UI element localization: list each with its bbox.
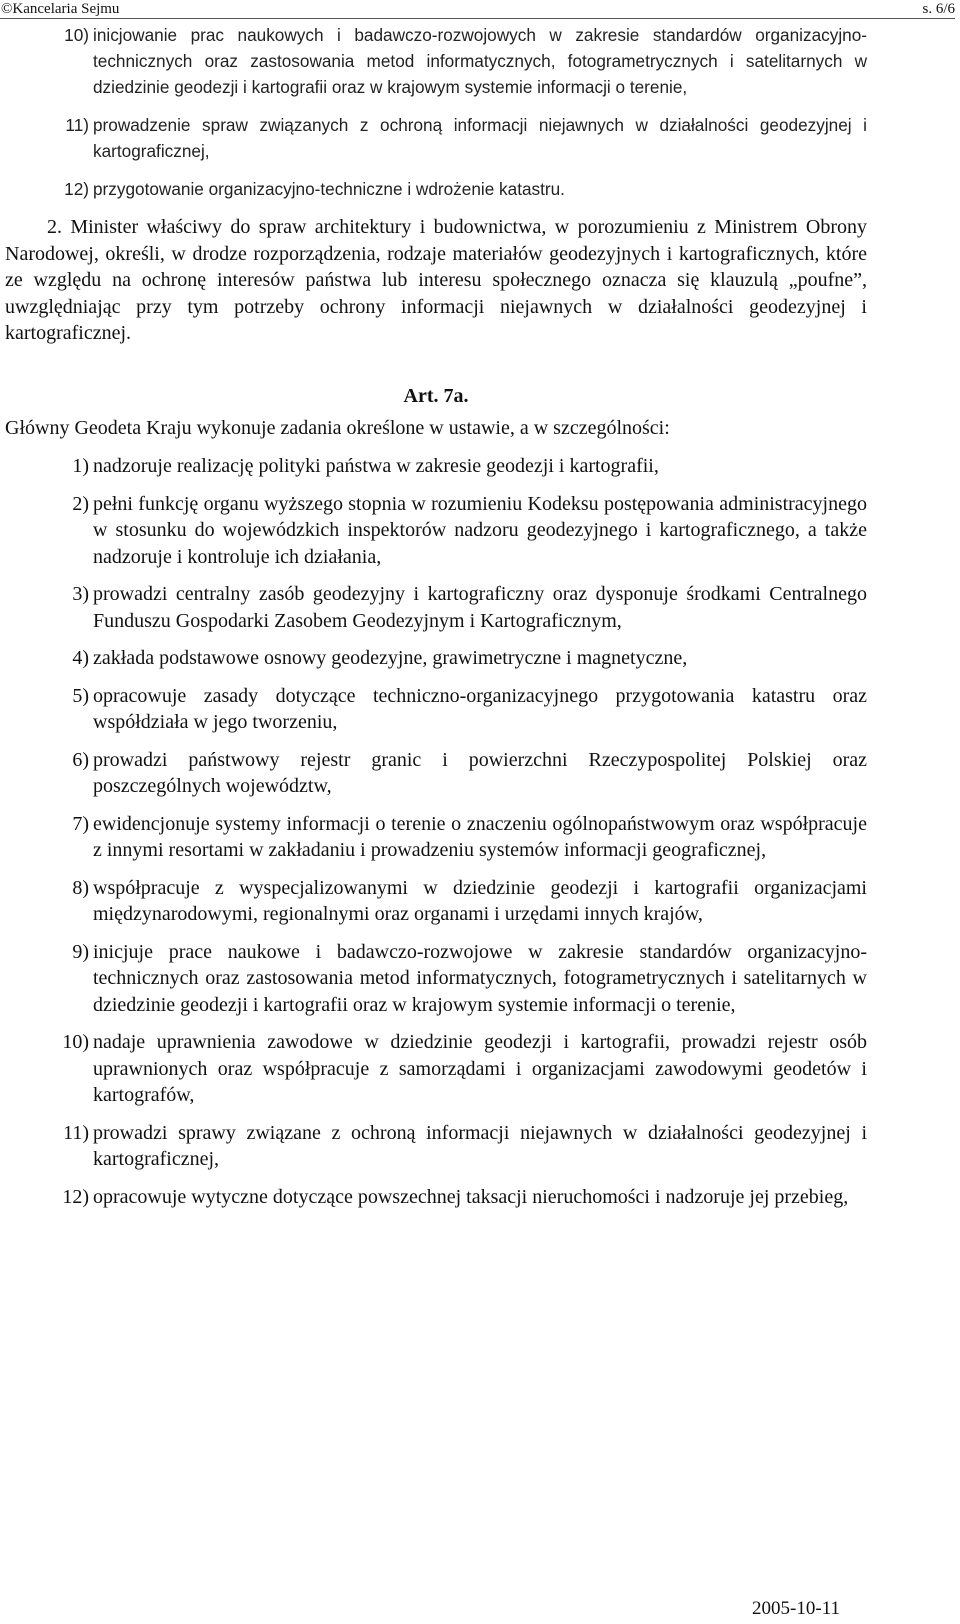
list-item-number: 12)	[64, 179, 89, 199]
list-item-number: 10)	[64, 25, 89, 45]
list-item	[5, 939, 867, 1019]
list-item-text: współpracuje z wyspecjalizowanymi w dziedzinie geodezji i kartografii organizacjami międzynarodowymi, regionalnymi oraz organami i urzędami innych krajów,	[93, 876, 867, 925]
list-item	[5, 491, 867, 571]
page-header	[0, 0, 955, 19]
list-item-text: pełni funkcję organu wyższego stopnia w rozumieniu Kodeksu postępowania administracyjnego w stosunku do wojewódzkich inspektorów nadzoru geodezyjnego i kartograficznego, a także nadzoruje i kontroluje ich działania,	[93, 492, 867, 568]
list-item-text: zakłada podstawowe osnowy geodezyjne, grawimetryczne i magnetyczne,	[93, 647, 688, 669]
section-2-paragraph: 2. Minister właściwy do spraw architektury i budownictwa, w porozumieniu z Ministrem Obrony Narodowej, określi, w drodze rozporządzenia, rodzaje materiałów geodezyjnych i kartograficznych, które ze względu na ochronę interesów państwa lub interesu społecznego oznacza się klauzulą „poufne”, uwzględniając przy tym potrzeby ochrony informacji niejawnych w działalności geodezyjnej i kartograficznej.	[5, 216, 867, 344]
list-item-text: nadaje uprawnienia zawodowe w dziedzinie geodezji i kartografii, prowadzi rejestr osób uprawnionych oraz współpracuje z samorządami i organizacjami zawodowymi geodetów i kartografów,	[93, 1031, 867, 1106]
list-item-number: 9)	[72, 940, 89, 963]
header-source: ©Kancelaria Sejmu	[1, 1, 120, 17]
list-item-number: 4)	[72, 647, 89, 669]
list-item-text: opracowuje zasady dotyczące techniczno-organizacyjnego przygotowania katastru oraz współdziała w jego tworzeniu,	[93, 684, 867, 733]
list-item	[5, 22, 867, 100]
list-item-text: prowadzi państwowy rejestr granic i powierzchni Rzeczypospolitej Polskiej oraz poszczególnych województw,	[93, 748, 867, 797]
list-item-number: 12)	[62, 1185, 89, 1208]
list-item-text: przygotowanie organizacyjno-techniczne i wdrożenie katastru.	[93, 179, 565, 199]
document-body	[5, 22, 867, 1221]
list-item-number: 5)	[72, 684, 89, 707]
list-item-number: 2)	[72, 492, 89, 515]
list-item-text: prowadzi sprawy związane z ochroną informacji niejawnych w działalności geodezyjnej i kartograficznej,	[93, 1121, 867, 1170]
list-item	[5, 645, 867, 672]
list-item	[5, 683, 867, 736]
list-item-text: nadzoruje realizację polityki państwa w zakresie geodezji i kartografii,	[93, 455, 659, 477]
list-item	[5, 747, 867, 800]
list-item	[5, 581, 867, 634]
list-item-number: 8)	[72, 876, 89, 899]
list-item-number: 3)	[72, 583, 89, 605]
list-item	[5, 811, 867, 864]
list-item-text: opracowuje wytyczne dotyczące powszechnej taksacji nieruchomości i nadzoruje jej przebieg,	[93, 1185, 849, 1208]
list-item	[5, 112, 867, 164]
list-item-text: prowadzi centralny zasób geodezyjny i kartograficzny oraz dysponuje środkami Centralnego Funduszu Gospodarki Zasobem Geodezyjnym i Kartograficznym,	[93, 583, 867, 632]
list-item	[5, 176, 867, 202]
article-list	[5, 453, 867, 1210]
article-title: Art. 7a.	[403, 384, 469, 407]
page-number: s. 6/6	[922, 1, 955, 17]
list-item	[5, 1120, 867, 1173]
list-item-text: prowadzenie spraw związanych z ochroną informacji niejawnych w działalności geodezyjnej i kartograficznej,	[93, 115, 867, 161]
list-item-number: 1)	[72, 455, 89, 477]
list-item-number: 6)	[72, 748, 89, 771]
list-item-text: inicjuje prace naukowe i badawczo-rozwojowe w zakresie standardów organizacyjno-technicznych oraz zastosowania metod informatycznych, fotogrametrycznych i satelitarnych w dziedzinie geodezji i kartografii oraz w krajowym systemie informacji o terenie,	[93, 940, 867, 1016]
list-item-number: 11)	[65, 115, 89, 135]
list-item	[5, 1029, 867, 1109]
list-item-number: 11)	[63, 1121, 89, 1144]
list-item-text: inicjowanie prac naukowych i badawczo-rozwojowych w zakresie standardów organizacyjno-technicznych oraz zastosowania metod informatycznych, fotogrametrycznych i satelitarnych w dziedzinie geodezji i kartografii oraz w krajowym systemie informacji o terenie,	[93, 25, 867, 97]
list-item-text: ewidencjonuje systemy informacji o terenie o znaczeniu ogólnopaństwowym oraz współpracuje z innymi resortami w zakładaniu i prowadzeniu systemów informacji geograficznej,	[93, 812, 867, 861]
list-item	[5, 875, 867, 928]
article-intro: Główny Geodeta Kraju wykonuje zadania określone w ustawie, a w szczególności:	[5, 416, 670, 439]
list-item-number: 10)	[62, 1031, 89, 1053]
list-item	[5, 1184, 867, 1211]
list-item	[5, 453, 867, 480]
continuation-list	[5, 22, 867, 202]
list-item-number: 7)	[72, 812, 89, 835]
document-date: 2005-10-11	[752, 1598, 840, 1619]
